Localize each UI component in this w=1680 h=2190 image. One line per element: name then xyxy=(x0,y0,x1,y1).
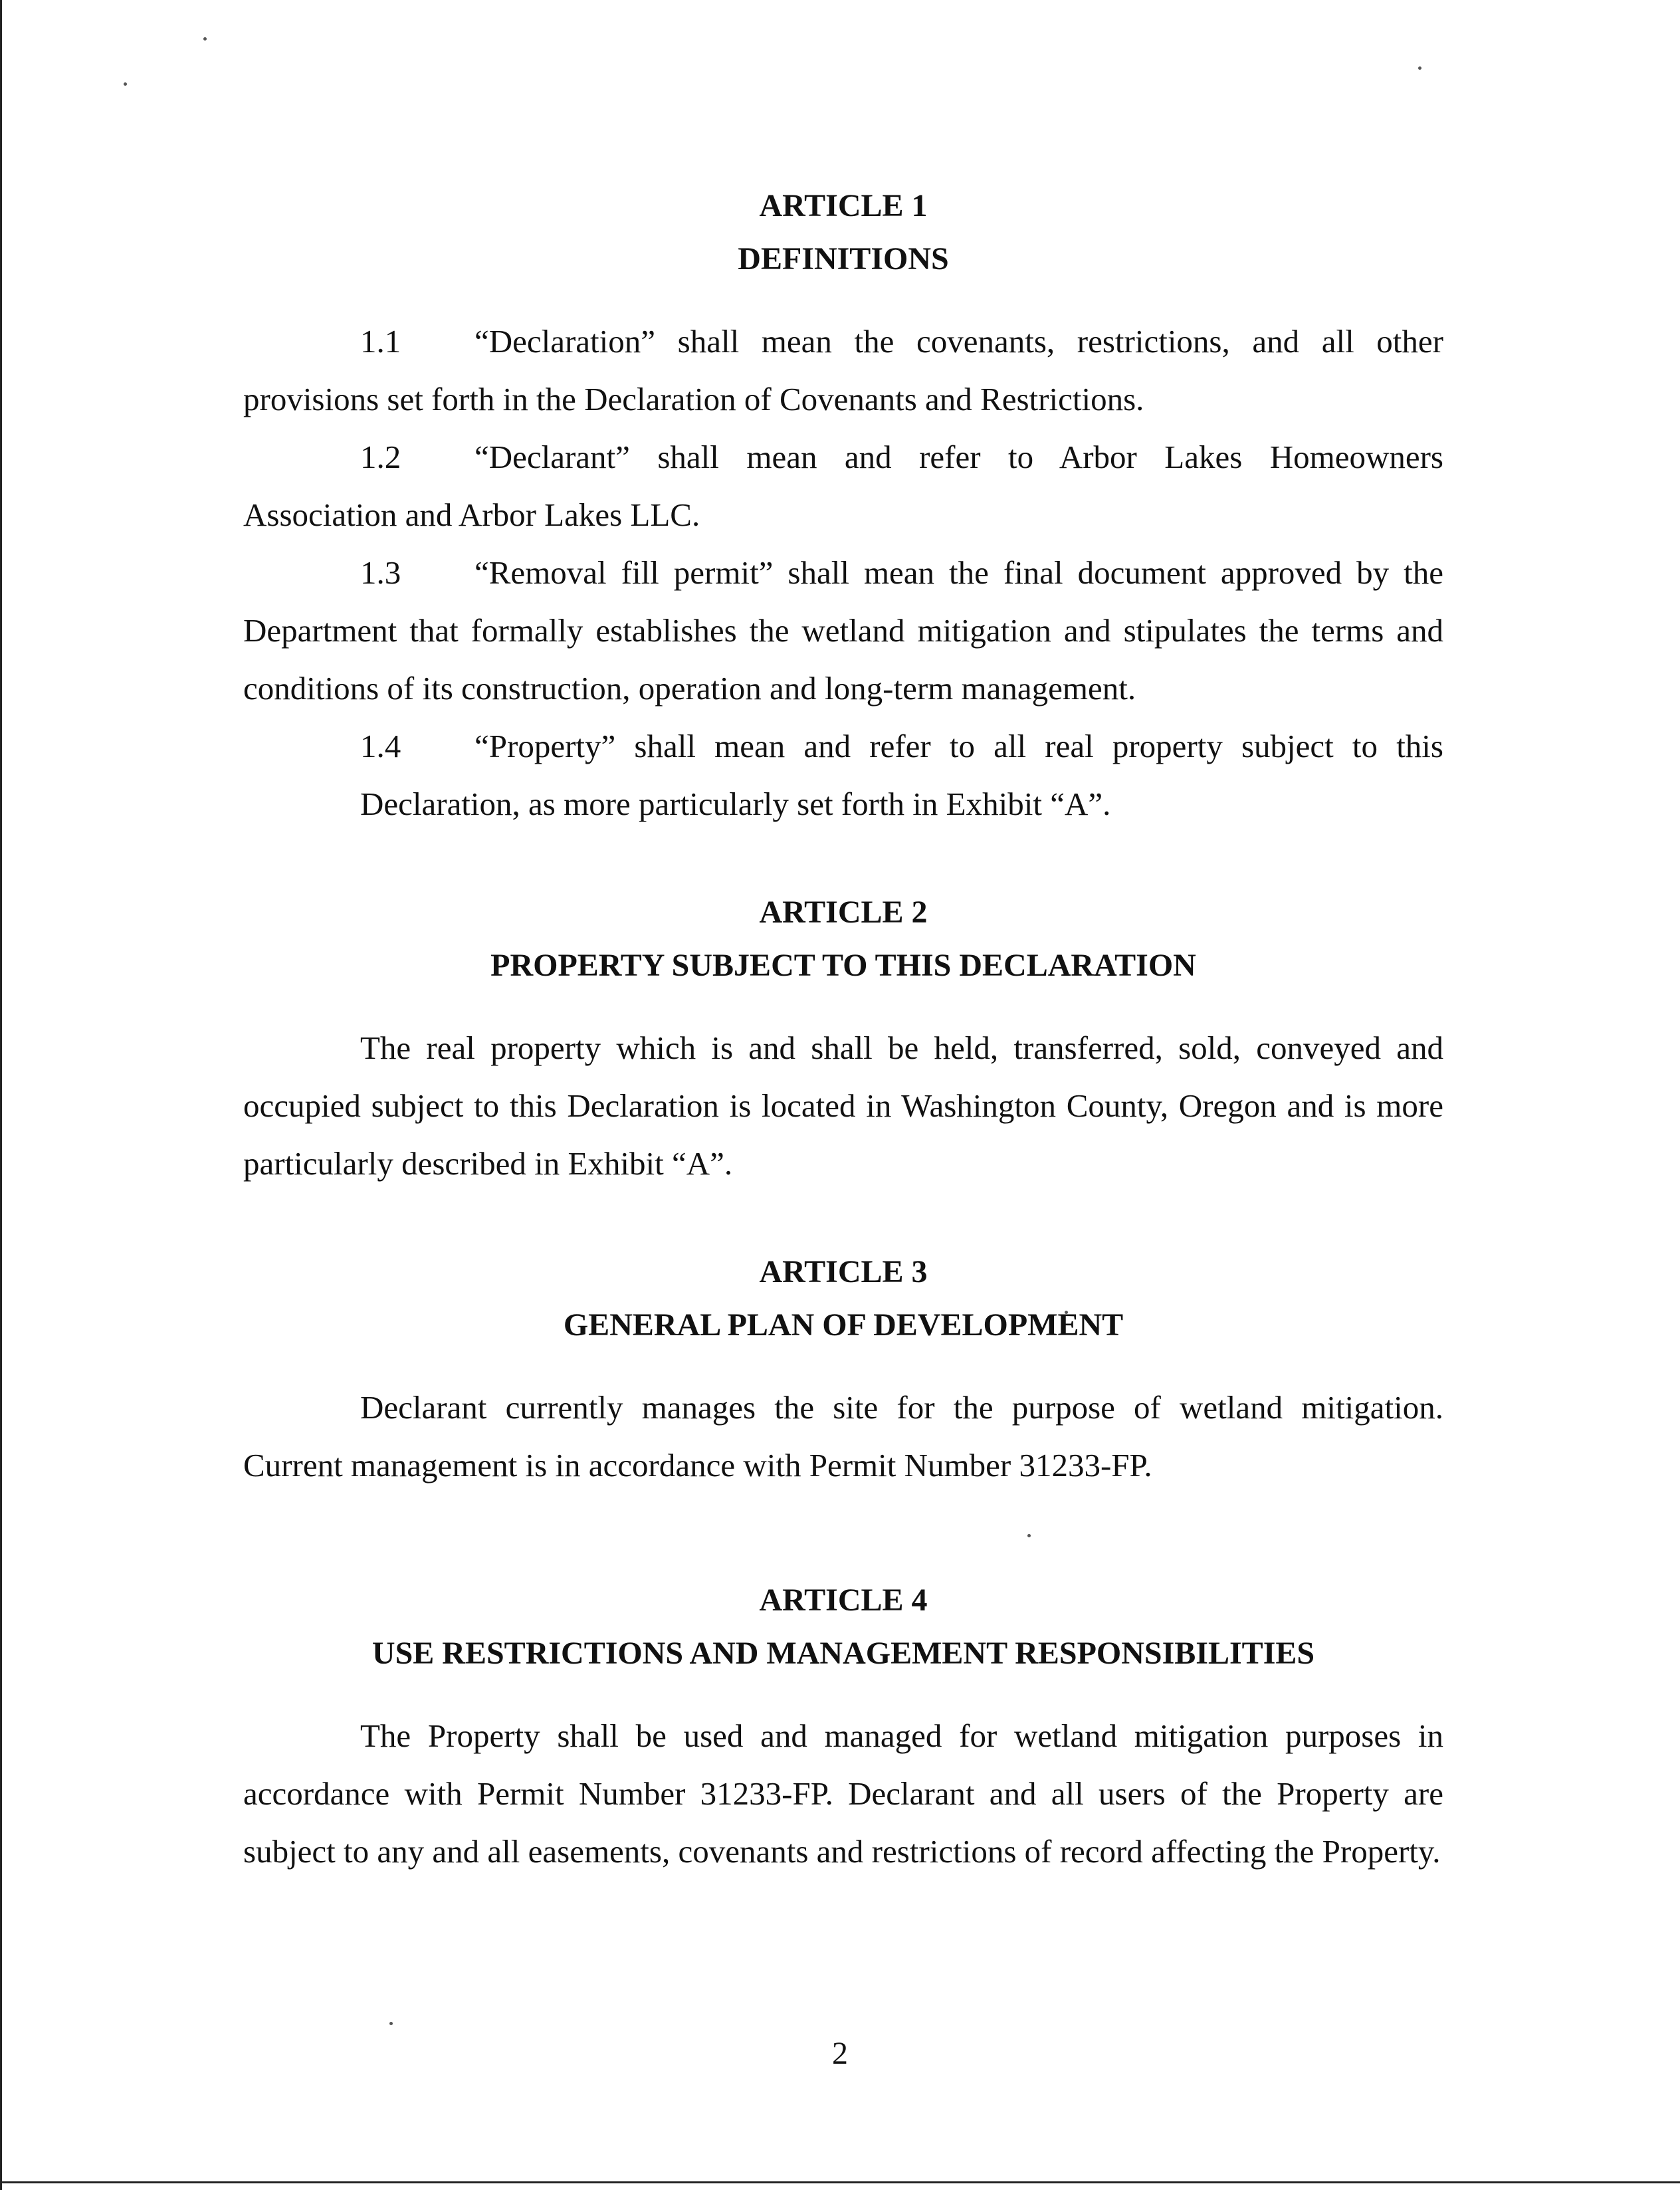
definition-text: “Removal fill permit” shall mean the final document approved by the Department that formally establishes the wetland mitigation and stipulates the terms and conditions of its construction, operation and long-term management. xyxy=(243,554,1443,707)
definition-number: 1.1 xyxy=(360,323,401,360)
article-4-title: USE RESTRICTIONS AND MANAGEMENT RESPONSIBILITIES xyxy=(371,1636,1315,1671)
definition-text: “Declarant” shall mean and refer to Arbor Lakes Homeowners Association and Arbor Lakes LLC. xyxy=(243,439,1443,533)
definition-1-3 xyxy=(243,544,1443,717)
definition-number: 1.3 xyxy=(360,554,401,591)
article-2 xyxy=(243,886,1443,1192)
definition-number: 1.2 xyxy=(360,439,401,475)
document-body xyxy=(243,179,1443,1880)
scan-border-bottom xyxy=(0,2181,1680,2183)
article-4-body: The Property shall be used and managed for wetland mitigation purposes in accordance with Permit Number 31233-FP. Declarant and all users of the Property are subject to any and all easements, covenants and restrictions of record affecting the Property. xyxy=(243,1717,1443,1870)
article-2-body: The real property which is and shall be held, transferred, sold, conveyed and occupied subject to this Declaration is located in Washington County, Oregon and is more particularly described in Exhibit “A”. xyxy=(243,1030,1443,1182)
definition-1-1 xyxy=(243,312,1443,428)
definition-text: “Declaration” shall mean the covenants, restrictions, and all other provisions set forth in the Declaration of Covenants and Restrictions. xyxy=(243,323,1443,417)
scan-speck xyxy=(389,2022,393,2025)
article-4 xyxy=(243,1574,1443,1880)
scan-border-left xyxy=(0,0,2,2190)
definition-text: “Property” shall mean and refer to all real property subject to this Declaration, as more particularly set forth in Exhibit “A”. xyxy=(360,728,1443,822)
article-3-body: Declarant currently manages the site for the purpose of wetland mitigation. Current management is in accordance with Permit Number 31233-FP. xyxy=(243,1389,1443,1483)
article-4-number: ARTICLE 4 xyxy=(759,1583,928,1618)
article-1-title: DEFINITIONS xyxy=(738,241,949,276)
article-3-title: GENERAL PLAN OF DEVELOPMENT xyxy=(563,1307,1124,1343)
definition-1-4 xyxy=(243,717,1443,833)
article-3-number: ARTICLE 3 xyxy=(759,1254,928,1289)
definition-1-2 xyxy=(243,428,1443,544)
article-2-title: PROPERTY SUBJECT TO THIS DECLARATION xyxy=(490,948,1196,983)
scan-speck xyxy=(203,37,207,41)
article-1-number: ARTICLE 1 xyxy=(759,188,928,223)
definition-number: 1.4 xyxy=(360,728,401,764)
article-1 xyxy=(243,179,1443,833)
page-number: 2 xyxy=(832,2036,848,2071)
scan-speck xyxy=(1418,66,1421,70)
scan-speck xyxy=(124,82,127,86)
article-3 xyxy=(243,1246,1443,1494)
article-2-number: ARTICLE 2 xyxy=(759,895,928,930)
